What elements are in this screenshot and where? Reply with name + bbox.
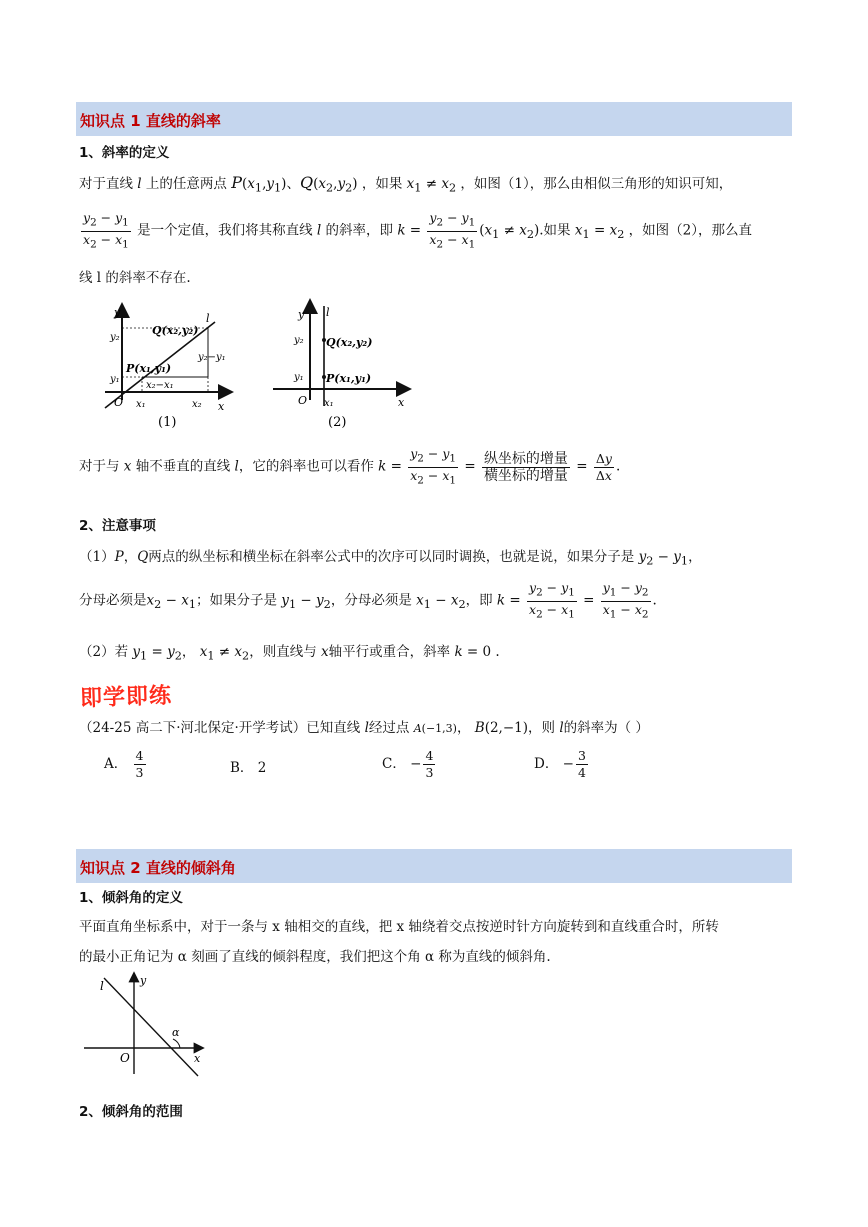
text: ，即 [465,592,493,609]
text: ，则直线与 [249,644,317,660]
text: 上的任意两点 [145,176,227,192]
paragraph-line: （1）P，Q两点的纵坐标和横坐标在斜率公式中的次序可以同时调换，也就是说，如果分子是 $y_2 - y_1$， [79,549,702,568]
option-label: C． [382,756,406,772]
svg-text:O: O [120,1051,130,1065]
paragraph-line: 对于与 x 轴不垂直的直线 l，它的斜率也可以看作 k = $\frac{y_2 - y_1}{x_2 - x_1}$ = $\frac{\text{纵坐标的增量}}{\text{横坐标的增量}}$ = $\frac{\Delta y}{\Delta x}$ . [79,446,621,486]
svg-text:y₁: y₁ [294,372,304,383]
svg-text:y₂: y₂ [294,335,304,346]
text: 横坐标的增量 [483,467,568,484]
option-b[interactable] [230,756,266,776]
paragraph-line: 平面直角坐标系中，对于一条与 x 轴相交的直线，把 x 轴绕着交点按逆时针方向旋转到和直线重合时，所转 [79,919,719,935]
figure-1-slope-diagram [100,300,240,435]
option-label: D． [534,756,559,772]
text: 两点的纵坐标和横坐标在斜率公式中的次序可以同时调换，也就是说，如果分子是 [148,549,635,565]
svg-text:x₁: x₁ [324,398,334,409]
practice-badge: 即学即练 [79,683,173,712]
text: 的斜率，即 [325,222,394,239]
svg-text:P(x₁,y₁): P(x₁,y₁) [326,372,372,385]
text: （1） [79,549,115,565]
svg-text:α: α [172,1026,180,1039]
section-banner-2 [76,849,792,883]
svg-text:Q(x₂,y₂): Q(x₂,y₂) [326,336,373,349]
svg-text:P(x₁,y₁): P(x₁,y₁) [126,362,172,375]
text: ，如图（2），那么直 [628,222,752,239]
text: ，如果 [361,176,403,192]
svg-text:y: y [140,974,147,987]
question-line: （24-25 高二下·河北保定·开学考试）已知直线 l经过点 A(−1,3)， B(2,−1)，则 l的斜率为（ ） [79,720,649,736]
svg-text:x₂: x₂ [192,399,202,410]
text: 轴不垂直的直线 [135,458,231,475]
paragraph-line: 对于直线 l 上的任意两点 $P(x_1,y_1)$、$Q(x_2,y_2)$ ，如果 $x_1 \ne x_2$ ，如图（1），那么由相似三角形的知识可知， [79,173,733,195]
svg-text:y: y [114,306,121,319]
option-value: 2 [257,760,267,776]
paragraph-line: 的最小正角记为 α 刻画了直线的倾斜程度，我们把这个角 α 称为直线的倾斜角. [79,949,551,965]
slope-fraction: $\frac{y_2 - y_1}{x_2 - x_1}$ [529,580,575,620]
text: （24-25 高二下·河北保定·开学考试）已知直线 [79,720,361,736]
svg-text:Q(x₂,y₂): Q(x₂,y₂) [152,324,199,337]
svg-text:x: x [398,396,405,409]
text: 分母必须是 [79,592,147,609]
subheading-inclination-definition: 1、倾斜角的定义 [79,890,183,906]
figure-caption: (1) [158,415,177,430]
section-title: 知识点 1 直线的斜率 [80,112,221,130]
text: （2）若 [79,644,129,660]
text: 对于与 [79,458,120,475]
text: ，则 [528,720,556,736]
text: 是一个定值，我们将其称直线 [137,222,313,239]
option-label: A． [104,756,128,772]
slope-fraction: $\frac{y_1 - y_2}{x_1 - x_2}$ [602,580,649,620]
svg-text:x: x [218,400,225,413]
figure-inclination-angle [80,970,210,1080]
figure-2-vertical-line-diagram [268,296,418,431]
figure-caption: (2) [328,415,347,430]
paragraph-line: （2）若 $y_1 = y_2$， $x_1 \ne x_2$，则直线与 x轴平行或重合，斜率 k = 0 . [79,644,500,663]
text: ，分母必须是 [330,592,412,609]
text: 对于直线 [79,176,133,192]
option-value: $\frac{3}{4}$ [577,748,586,780]
option-d[interactable]: D． − $\frac{3}{4}$ [534,748,586,780]
subheading-slope-definition: 1、斜率的定义 [79,145,170,161]
text: 经过点 [368,720,410,736]
svg-text:y₂−y₁: y₂−y₁ [198,352,226,363]
paragraph-line: 分母必须是$x_2 - x_1$；如果分子是 $y_1 - y_2$，分母必须是 $x_1 - x_2$，即 k = $\frac{y_2 - y_1}{x_2 - x_1}$ = $\frac{y_1 - y_2}{x_1 - x_2}$ . [79,580,657,620]
svg-text:l: l [326,306,330,319]
increment-fraction [482,451,570,484]
section-title: 知识点 2 直线的倾斜角 [80,859,236,877]
paragraph-line: $\frac{y_2 - y_1}{x_2 - x_1}$ 是一个定值，我们将其称直线 l 的斜率，即 k = $\frac{y_2 - y_1}{x_2 - x_1}$ $(x_1 \ne x_2)$.如果 $x_1 = x_2$ ，如图（2），那么直 [83,210,752,250]
text: ，如图（1），那么由相似三角形的知识可知， [460,176,733,192]
slope-fraction: $\frac{y_2 - y_1}{x_2 - x_1}$ [410,446,457,486]
svg-text:x₂−x₁: x₂−x₁ [146,380,174,391]
slope-fraction: $\frac{y_2 - y_1}{x_2 - x_1}$ [429,210,476,250]
svg-text:O: O [298,394,308,407]
section-banner-1 [76,102,792,136]
slope-fraction: $\frac{y_2 - y_1}{x_2 - x_1}$ [83,210,129,250]
option-a[interactable] [104,748,148,781]
svg-text:x: x [194,1052,201,1065]
delta-fraction: $\frac{\Delta y}{\Delta x}$ [595,450,612,483]
option-c[interactable]: C． − $\frac{4}{3}$ [382,748,434,780]
svg-text:l: l [206,312,210,325]
svg-text:x₁: x₁ [136,399,146,410]
subheading-notes: 2、注意事项 [79,518,156,534]
svg-text:y₁: y₁ [110,374,120,385]
text: ；如果分子是 [196,592,277,609]
text: .如果 [539,222,571,239]
text: 轴平行或重合，斜率 [328,644,451,660]
paragraph-line: 线 l 的斜率不存在. [79,270,191,286]
svg-text:y: y [298,308,305,321]
option-label: B． [230,760,254,776]
subheading-inclination-range: 2、倾斜角的范围 [79,1104,183,1120]
option-value: $\frac{4}{3}$ [425,748,434,780]
text: 的斜率为（ ） [563,720,649,736]
option-value: $\frac{4}{3}$ [135,748,144,780]
svg-text:O: O [114,396,124,409]
text: ，它的斜率也可以看作 [238,458,374,475]
svg-text:l: l [100,979,104,993]
svg-text:y₂: y₂ [110,332,120,343]
text: 纵坐标的增量 [483,450,568,467]
